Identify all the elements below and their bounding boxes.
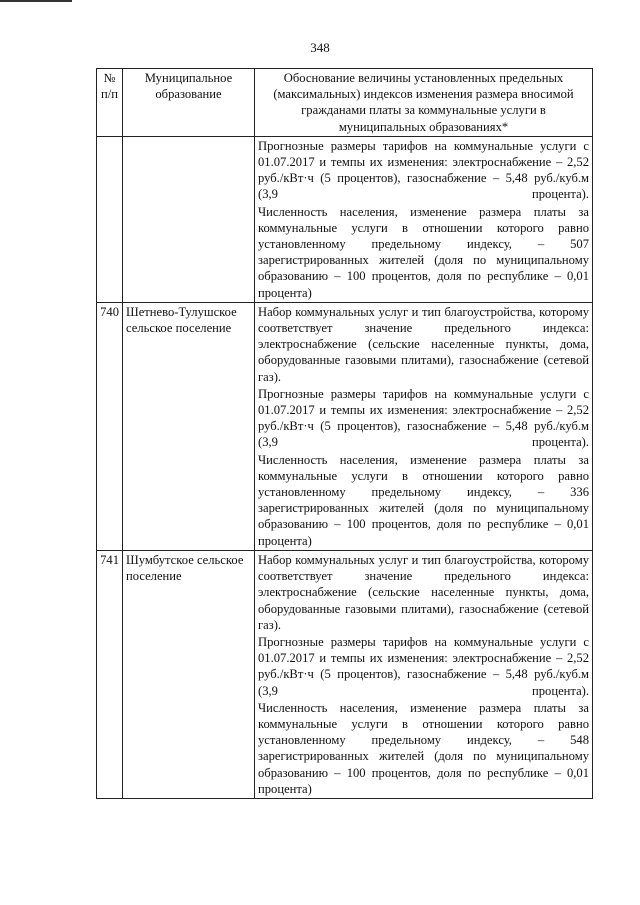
table-row (97, 136, 593, 302)
justification-paragraph: Прогнозные размеры тарифов на коммунальные услуги с 01.07.2017 и темпы их изменения: электроснабжение – 2,52 руб./кВт·ч (5 процентов), газоснабжение – 5,48 руб./куб.м (3,9 процента). (258, 634, 589, 698)
row-number: 740 (97, 302, 123, 550)
row-number (97, 136, 123, 302)
row-municipality (123, 136, 255, 302)
row-justification (255, 136, 593, 302)
top-rule (0, 0, 72, 2)
row-municipality: Шетнево-Тулушское сельское поселение (123, 302, 255, 550)
table-header-row (97, 69, 593, 137)
justification-paragraph: Прогнозные размеры тарифов на коммунальные услуги с 01.07.2017 и темпы их изменения: электроснабжение – 2,52 руб./кВт·ч (5 процентов), газоснабжение – 5,48 руб./куб.м (3,9 процента). (258, 386, 589, 450)
table-row (97, 302, 593, 550)
header-num: № п/п (97, 69, 123, 137)
justification-paragraph: Прогнозные размеры тарифов на коммунальные услуги с 01.07.2017 и темпы их изменения: электроснабжение – 2,52 руб./кВт·ч (5 процентов), газоснабжение – 5,48 руб./куб.м (3,9 процента). (258, 138, 589, 202)
page-number: 348 (310, 40, 330, 55)
justification-paragraph: Набор коммунальных услуг и тип благоустройства, которому соответствует значение предельного индекса: электроснабжение (сельские населенные пункты, дома, оборудованные газовыми плитами), газоснабжение (сетевой газ). (258, 552, 589, 632)
table-row (97, 550, 593, 798)
header-municipality: Муниципальное образование (123, 69, 255, 137)
row-municipality: Шумбутское сельское поселение (123, 550, 255, 798)
justification-paragraph: Численность населения, изменение размера платы за коммунальные услуги в отношении которого равно установленному предельному индексу, – 507 зарегистрированных жителей (доля по муниципальному образованию – 100 процентов, доля по республике – 0,01 процента) (258, 204, 589, 300)
row-number: 741 (97, 550, 123, 798)
justification-paragraph: Численность населения, изменение размера платы за коммунальные услуги в отношении которого равно установленному предельному индексу, – 548 зарегистрированных жителей (доля по муниципальному образованию – 100 процентов, доля по республике – 0,01 процента) (258, 700, 589, 796)
justification-paragraph: Численность населения, изменение размера платы за коммунальные услуги в отношении которого равно установленному предельному индексу, – 336 зарегистрированных жителей (доля по муниципальному образованию – 100 процентов, доля по республике – 0,01 процента) (258, 452, 589, 548)
header-justification: Обоснование величины установленных предельных (максимальных) индексов изменения размера вносимой гражданами платы за коммунальные услуги в муниципальных образованиях* (255, 69, 593, 137)
tariff-table (96, 68, 593, 799)
row-justification (255, 550, 593, 798)
justification-paragraph: Набор коммунальных услуг и тип благоустройства, которому соответствует значение предельного индекса: электроснабжение (сельские населенные пункты, дома, оборудованные газовыми плитами), газоснабжение (сетевой газ). (258, 304, 589, 384)
row-justification (255, 302, 593, 550)
